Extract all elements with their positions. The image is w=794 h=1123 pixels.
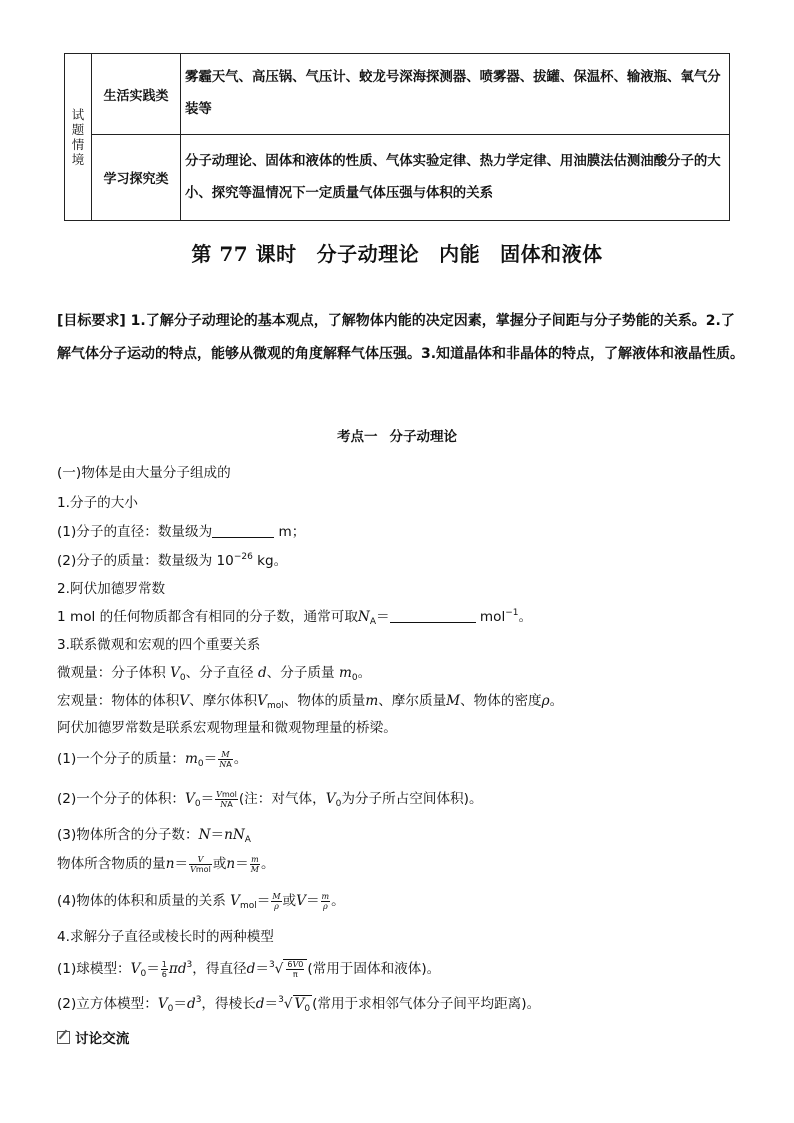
table-row-category: 学习探究类 xyxy=(92,135,181,221)
table-row-content: 分子动理论、固体和液体的性质、气体实验定律、热力学定律、用油膜法估测油酸分子的大小、探究等温情况下一定质量气体压强与体积的关系 xyxy=(181,135,730,221)
formula-line: (3)物体所含的分子数：$N=nN_A$ xyxy=(57,827,251,845)
text-line: 微观量：分子体积 $V_0$、分子直径 d、分子质量 $m_0$。 xyxy=(57,665,372,683)
formula-line: (4)物体的体积和质量的关系 $V_{mol}=$ $\frac{M}{\rho}$ 或V＝ $\frac{m}{\rho}$ 。 xyxy=(57,891,345,911)
text-line: 1 mol 的任何物质都含有相同的分子数，通常可取$N_A= mol^{-1}$。 xyxy=(57,608,533,627)
table-row-category: 生活实践类 xyxy=(92,54,181,135)
table-row-content: 雾霾天气、高压锅、气压计、蛟龙号深海探测器、喷雾器、拔罐、保温杯、输液瓶、氧气分装等 xyxy=(181,54,730,135)
lesson-title: 第 77 课时 分子动理论 内能 固体和液体 xyxy=(191,242,603,266)
learning-goals xyxy=(57,305,747,371)
text-line: 宏观量：物体的体积V、摩尔体积$V_{mol}$、物体的质量m、摩尔质量M、物体的密度ρ。 xyxy=(57,693,564,711)
text-line: (2)分子的质量：数量级为 $10^{-26}$ kg。 xyxy=(57,552,288,569)
answer-blank[interactable] xyxy=(212,523,274,538)
text-line: (一)物体是由大量分子组成的 xyxy=(57,465,231,481)
formula-line: (1)一个分子的质量：$m_0=$ $\frac{M}{NA}$ 。 xyxy=(57,749,248,769)
goal-text: 1.了解分子动理论的基本观点，了解物体内能的决定因素，掌握分子间距与分子势能的关系。2.了解气体分子运动的特点，能够从微观的角度解释气体压强。3.知道晶体和非晶体的特点，了解液体和液晶性质。 xyxy=(57,313,745,362)
formula-line: 物体所含物质的量n＝ $\frac{V}{\text{Vmol}}$ 或n＝ $\frac{m}{M}$ 。 xyxy=(57,854,275,874)
formula-line: (1)球模型：$V_0=$ $\frac{1}{6}$ $\pi d^3$，得直径d＝$^3$√ $\frac{6V0}{\pi}$ (常用于固体和液体)。 xyxy=(57,959,441,979)
section-heading: 考点一 分子动理论 xyxy=(337,429,457,445)
text-line: 阿伏加德罗常数是联系宏观物理量和微观物理量的桥梁。 xyxy=(57,720,397,736)
situation-table xyxy=(64,53,730,221)
formula-line: (2)立方体模型：$V_0=d^3$，得棱长d＝$^3$√ $V_0$ (常用于求相邻气体分子间平均距离)。 xyxy=(57,995,541,1014)
text-line: 2.阿伏加德罗常数 xyxy=(57,581,166,597)
text-line: 4.求解分子直径或棱长时的两种模型 xyxy=(57,929,274,945)
edit-icon xyxy=(57,1031,70,1044)
formula-line: (2)一个分子的体积：$V_0=$ $\frac{\text{Vmol}}{NA}$ (注：对气体，$V_0$为分子所占空间体积)。 xyxy=(57,789,483,809)
answer-blank[interactable] xyxy=(390,608,476,623)
text-line: (1)分子的直径：数量级为 m； xyxy=(57,524,306,540)
discussion-heading: 讨论交流 xyxy=(57,1027,129,1047)
goal-label: [目标要求] xyxy=(57,313,126,329)
table-header-situation: 试 题 情 境 xyxy=(65,54,92,221)
text-line: 1.分子的大小 xyxy=(57,495,138,511)
text-line: 3.联系微观和宏观的四个重要关系 xyxy=(57,637,261,653)
